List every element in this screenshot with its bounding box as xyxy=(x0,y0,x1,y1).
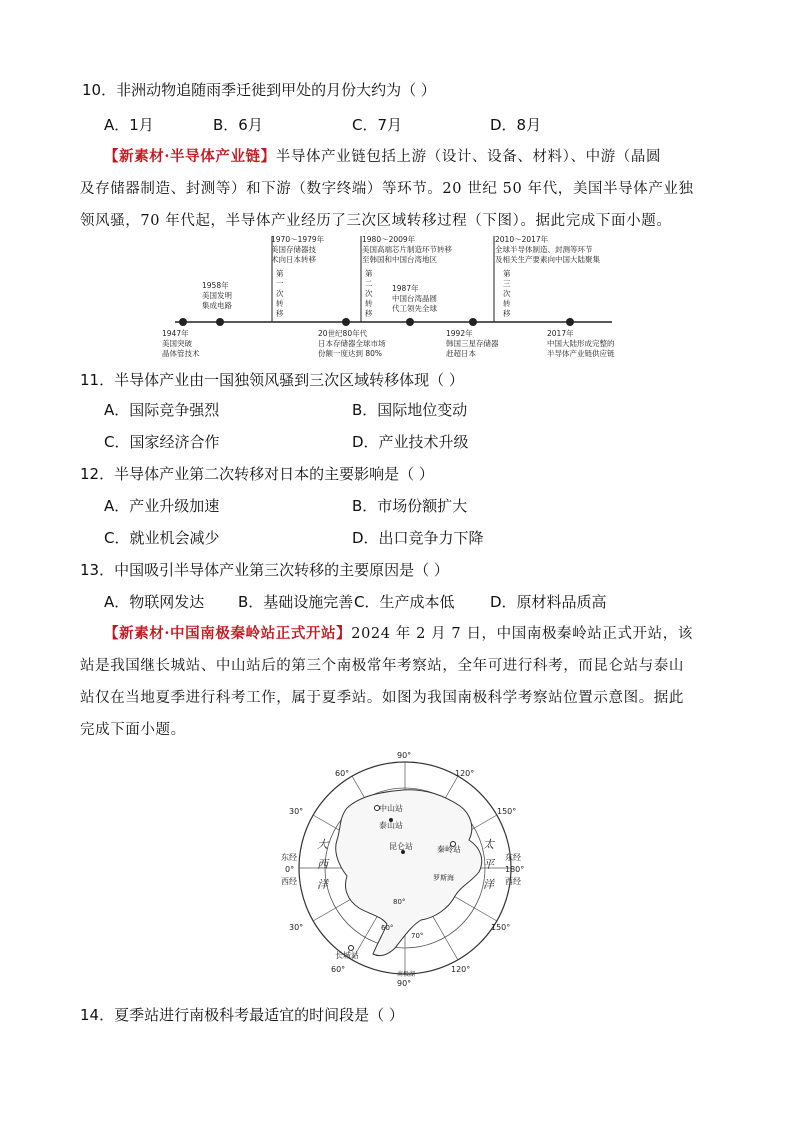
svg-text:次: 次 xyxy=(365,289,373,298)
lon-30-top: 30° xyxy=(289,807,304,816)
event-1970-l1: 1970～1979年 xyxy=(271,235,325,244)
svg-text:三: 三 xyxy=(503,279,511,288)
q13-option-d[interactable]: D．原材料品质高 xyxy=(490,593,607,611)
pacific-1: 太 xyxy=(483,838,494,851)
antarctica-station-map xyxy=(281,748,525,988)
q10-option-c[interactable]: C．7月 xyxy=(352,116,403,134)
event-1970-l3: 术向日本转移 xyxy=(271,255,316,264)
event-1947-l3: 晶体管技术 xyxy=(162,349,200,358)
q11-option-d[interactable]: D．产业技术升级 xyxy=(352,433,469,451)
lon-120-top: 120° xyxy=(455,769,475,778)
question-11-stem: 11．半导体产业由一国独领风骚到三次区域转移体现（ ） xyxy=(80,371,464,389)
lon-60-bottom: 60° xyxy=(331,965,346,974)
material-2-line-2: 站是我国继长城站、中山站后的第三个南极常年考察站，全年可进行科考，而昆仑站与泰山 xyxy=(80,658,684,674)
timeline-dot-1987 xyxy=(406,318,414,326)
station-kunlun: 昆仑站 xyxy=(389,842,413,851)
material-2-line-4: 完成下面小题。 xyxy=(80,722,186,738)
event-1958-l2: 美国发明 xyxy=(202,291,232,300)
q12-option-d[interactable]: D．出口竞争力下降 xyxy=(352,529,484,547)
lat-70: 70° xyxy=(411,932,424,940)
sea-weddell: 南极湖 xyxy=(397,971,416,978)
event-1992-l2: 韩国三星存储器 xyxy=(446,339,499,348)
lon-60-inner: 60° xyxy=(381,924,394,932)
svg-text:次: 次 xyxy=(276,289,284,298)
west-label-right: 西经 xyxy=(505,877,521,886)
event-1958-l1: 1958年 xyxy=(202,281,229,290)
lon-120-bottom: 120° xyxy=(451,965,471,974)
svg-text:转: 转 xyxy=(365,299,373,308)
event-2010-l3: 及相关生产要素向中国大陆聚集 xyxy=(495,255,600,264)
event-1980s-l3: 份额一度达到 80% xyxy=(318,349,383,358)
sea-ross: 罗斯海 xyxy=(433,874,454,882)
timeline-dot-1992 xyxy=(469,318,477,326)
changcheng-dot xyxy=(349,946,354,951)
q13-option-b[interactable]: B．基础设施完善 xyxy=(238,593,354,611)
question-13-stem: 13．中国吸引半导体产业第三次转移的主要原因是（ ） xyxy=(80,561,449,579)
q13-option-a[interactable]: A．物联网发达 xyxy=(104,593,205,611)
antarctica-coastline xyxy=(336,790,482,956)
station-qinling: 秦岭站 xyxy=(437,845,461,854)
q12-option-a[interactable]: A．产业升级加速 xyxy=(104,497,220,515)
station-taishan: 泰山站 xyxy=(379,821,403,830)
event-1947-l1: 1947年 xyxy=(162,329,189,338)
atlantic-3: 洋 xyxy=(317,878,328,891)
event-1987-l1: 1987年 xyxy=(392,284,419,293)
timeline-dot-1958 xyxy=(216,318,224,326)
pacific-3: 洋 xyxy=(483,878,494,891)
q12-option-c[interactable]: C．就业机会减少 xyxy=(104,529,220,547)
q11-option-a[interactable]: A．国际竞争强烈 xyxy=(104,401,220,419)
material-2-line-3: 站仅在当地夏季进行科考工作，属于夏季站。如图为我国南极科学考察站位置示意图。据此 xyxy=(80,690,684,706)
event-2010-l2: 全球半导体制造、封测等环节 xyxy=(495,245,593,254)
svg-text:第: 第 xyxy=(276,269,284,278)
svg-text:第: 第 xyxy=(503,269,511,278)
station-zhongshan: 中山站 xyxy=(379,804,403,813)
event-1992-l1: 1992年 xyxy=(446,329,473,338)
svg-text:移: 移 xyxy=(365,309,373,318)
event-2017-l2: 中国大陆形成完整的 xyxy=(547,339,615,348)
svg-text:转: 转 xyxy=(276,299,284,308)
material-2-tag: 【新素材·中国南极秦岭站正式开站】 xyxy=(104,625,352,642)
event-1987-l3: 代工领先全球 xyxy=(392,304,437,313)
svg-text:次: 次 xyxy=(503,289,511,298)
west-label-left: 西经 xyxy=(281,877,297,886)
timeline-dot-1980s xyxy=(342,318,350,326)
q11-option-b[interactable]: B．国际地位变动 xyxy=(352,401,468,419)
q13-option-c[interactable]: C．生产成本低 xyxy=(354,593,455,611)
svg-text:二: 二 xyxy=(365,279,373,288)
lon-30-bottom: 30° xyxy=(289,923,304,932)
svg-text:移: 移 xyxy=(503,309,511,318)
zero-label: 0° xyxy=(285,865,295,874)
atlantic-2: 西 xyxy=(317,858,328,871)
east-label-left: 东经 xyxy=(281,853,297,862)
timeline-dot-2017 xyxy=(566,318,574,326)
atlantic-1: 大 xyxy=(317,838,328,851)
svg-text:移: 移 xyxy=(276,309,284,318)
one80-label: 180° xyxy=(505,865,525,874)
event-2017-l1: 2017年 xyxy=(547,329,574,338)
event-1980-l3: 至韩国和中国台湾地区 xyxy=(362,255,437,264)
material-1-line-2: 及存储器制造、封测等）和下游（数字终端）等环节。20 世纪 50 年代，美国半导体产业独 xyxy=(80,181,694,197)
lon-90-top: 90° xyxy=(397,751,412,760)
lon-150-bottom: 150° xyxy=(491,923,511,932)
lon-60-top: 60° xyxy=(335,769,350,778)
semiconductor-timeline xyxy=(150,232,640,364)
material-1-line-3: 领风骚，70 年代起，半导体产业经历了三次区域转移过程（下图）。据此完成下面小题。 xyxy=(80,213,672,229)
event-1947-l2: 美国突破 xyxy=(162,339,192,348)
east-label-right: 东经 xyxy=(505,853,521,862)
lon-150-top: 150° xyxy=(497,807,517,816)
event-1980-l1: 1980～2009年 xyxy=(362,235,416,244)
question-10-stem: 10．非洲动物追随雨季迁徙到甲处的月份大约为（ ） xyxy=(82,81,436,99)
pacific-2: 平 xyxy=(483,858,494,871)
material-1-tag: 【新素材·半导体产业链】 xyxy=(104,148,276,165)
question-14-stem: 14．夏季站进行南极科考最适宜的时间段是（ ） xyxy=(80,1006,404,1024)
event-1980s-l1: 20世纪80年代 xyxy=(318,329,368,338)
event-1958-l3: 集成电路 xyxy=(202,301,232,310)
station-changcheng: 长城站 xyxy=(335,951,359,960)
lon-90-bottom: 90° xyxy=(397,979,412,988)
event-1970-l2: 美国存储器技 xyxy=(271,245,316,254)
q10-option-b[interactable]: B．6月 xyxy=(213,116,263,134)
event-1992-l3: 赶超日本 xyxy=(446,349,476,358)
q11-option-c[interactable]: C．国家经济合作 xyxy=(104,433,220,451)
q10-option-a[interactable]: A．1月 xyxy=(104,116,154,134)
material-2-line-1: 【新素材·中国南极秦岭站正式开站】2024 年 2 月 7 日，中国南极秦岭站正式开站，该 xyxy=(104,625,693,642)
q12-option-b[interactable]: B．市场份额扩大 xyxy=(352,497,468,515)
event-1987-l2: 中国台湾晶圆 xyxy=(392,294,437,303)
svg-text:一: 一 xyxy=(276,279,284,288)
q10-option-d[interactable]: D．8月 xyxy=(490,116,542,134)
svg-text:转: 转 xyxy=(503,299,511,308)
event-1980s-l2: 日本存储器全球市场 xyxy=(318,339,386,348)
event-2010-l1: 2010～2017年 xyxy=(495,235,549,244)
lat-80: 80° xyxy=(393,898,406,906)
question-12-stem: 12．半导体产业第二次转移对日本的主要影响是（ ） xyxy=(80,465,434,483)
svg-text:第: 第 xyxy=(365,269,373,278)
event-1980-l2: 美国高端芯片制造环节转移 xyxy=(362,245,452,254)
timeline-dot-1947 xyxy=(179,318,187,326)
event-2017-l3: 半导体产业链供应链 xyxy=(547,349,615,358)
material-1-line-1: 【新素材·半导体产业链】半导体产业链包括上游（设计、设备、材料）、中游（晶圆 xyxy=(104,148,662,165)
